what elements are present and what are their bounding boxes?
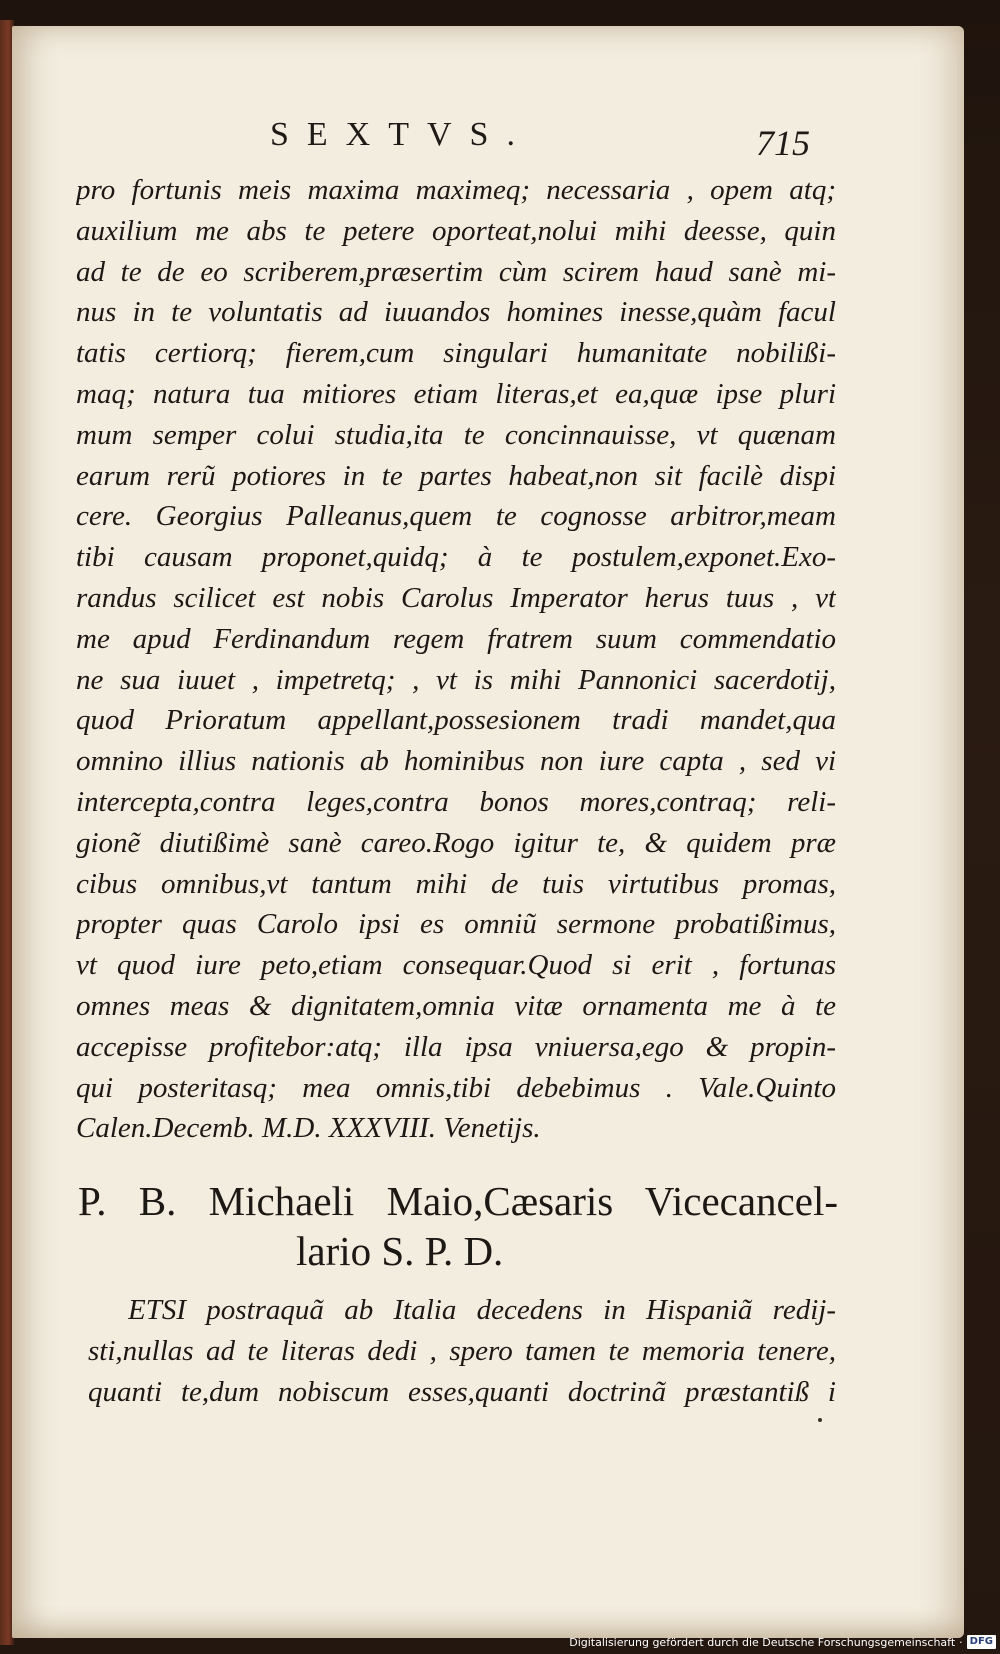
text-line: tibi causam proponet,quidq; à te postulem,exponet.Exo- <box>76 541 836 574</box>
text-line: auxilium me abs te petere oporteat,nolui mihi deesse, quin <box>76 214 836 247</box>
letter-body-2 <box>88 1290 836 1412</box>
text-line: mum semper colui studia,ita te concinnauisse, vt quænam <box>76 418 836 451</box>
text-line: randus scilicet est nobis Carolus Imperator herus tuus , vt <box>76 581 836 614</box>
heading-line-2: lario S. P. D. <box>296 1228 504 1274</box>
text-line: omnino illius nationis ab hominibus non iure capta , sed vi <box>76 745 836 778</box>
credit-text: Digitalisierung gefördert durch die Deutsche Forschungsgemeinschaft <box>569 1635 956 1649</box>
dfg-logo: DFG <box>967 1635 996 1649</box>
text-line: earum rerũ potiores in te partes habeat,non sit facilè dispi <box>76 459 836 492</box>
text-line: propter quas Carolo ipsi es omniũ sermone probatißimus, <box>76 908 836 941</box>
book-page <box>12 26 964 1638</box>
running-head: SEXTVS. <box>270 116 533 153</box>
text-line: nus in te voluntatis ad iuuandos homines inesse,quàm facul <box>76 296 836 329</box>
text-line: maq; natura tua mitiores etiam literas,et ea,quæ ipse pluri <box>76 377 836 410</box>
text-line: cere. Georgius Palleanus,quem te cognosse arbitror,meam <box>76 500 836 533</box>
text-line: ne sua iuuet , impetretq; , vt is mihi Pannonici sacerdotij, <box>76 663 836 696</box>
text-line: ad te de eo scriberem,præsertim cùm scirem haud sanè mi- <box>76 255 836 288</box>
digitization-credit <box>569 1634 996 1650</box>
text-line: quanti te,dum nobiscum esses,quanti doctrinã præstantiß i <box>88 1375 836 1408</box>
text-line: accepisse profitebor:atq; illa ipsa vniuersa,ego & propin- <box>76 1030 836 1063</box>
page-number: 715 <box>756 123 810 163</box>
text-line: ETSI postraquã ab Italia decedens in Hispaniã redij- <box>128 1294 836 1326</box>
ink-speck <box>818 1418 822 1422</box>
text-line: gionẽ diutißimè sanè careo.Rogo igitur te, & quidem præ <box>76 826 836 859</box>
text-line: omnes meas & dignitatem,omnia vitæ ornamenta me à te <box>76 989 836 1022</box>
text-line: sti,nullas ad te literas dedi , spero tamen te memoria tenere, <box>88 1334 836 1367</box>
text-line: pro fortunis meis maxima maximeq; necessaria , opem atq; <box>76 174 836 206</box>
text-line: cibus omnibus,vt tantum mihi de tuis virtutibus promas, <box>76 867 836 900</box>
credit-separator: · <box>959 1635 963 1649</box>
text-line: quod Prioratum appellant,possesionem tradi mandet,qua <box>76 704 836 737</box>
letter-body-1 <box>76 170 836 1149</box>
text-line: tatis certiorq; fierem,cum singulari humanitate nobilißi- <box>76 337 836 370</box>
text-line: me apud Ferdinandum regem fratrem suum commendatio <box>76 622 836 655</box>
text-line: vt quod iure peto,etiam consequar.Quod si erit , fortunas <box>76 949 836 982</box>
letter-heading <box>78 1176 838 1276</box>
page-header <box>12 88 964 163</box>
text-line: qui posteritasq; mea omnis,tibi debebimus . Vale.Quinto <box>76 1071 836 1104</box>
heading-line-1: P. B. Michaeli Maio,Cæsaris Vicecancel- <box>78 1178 838 1224</box>
text-line: Calen.Decemb. M.D. XXXVIII. Venetijs. <box>76 1112 541 1145</box>
text-line: intercepta,contra leges,contra bonos mores,contraq; reli- <box>76 785 836 818</box>
